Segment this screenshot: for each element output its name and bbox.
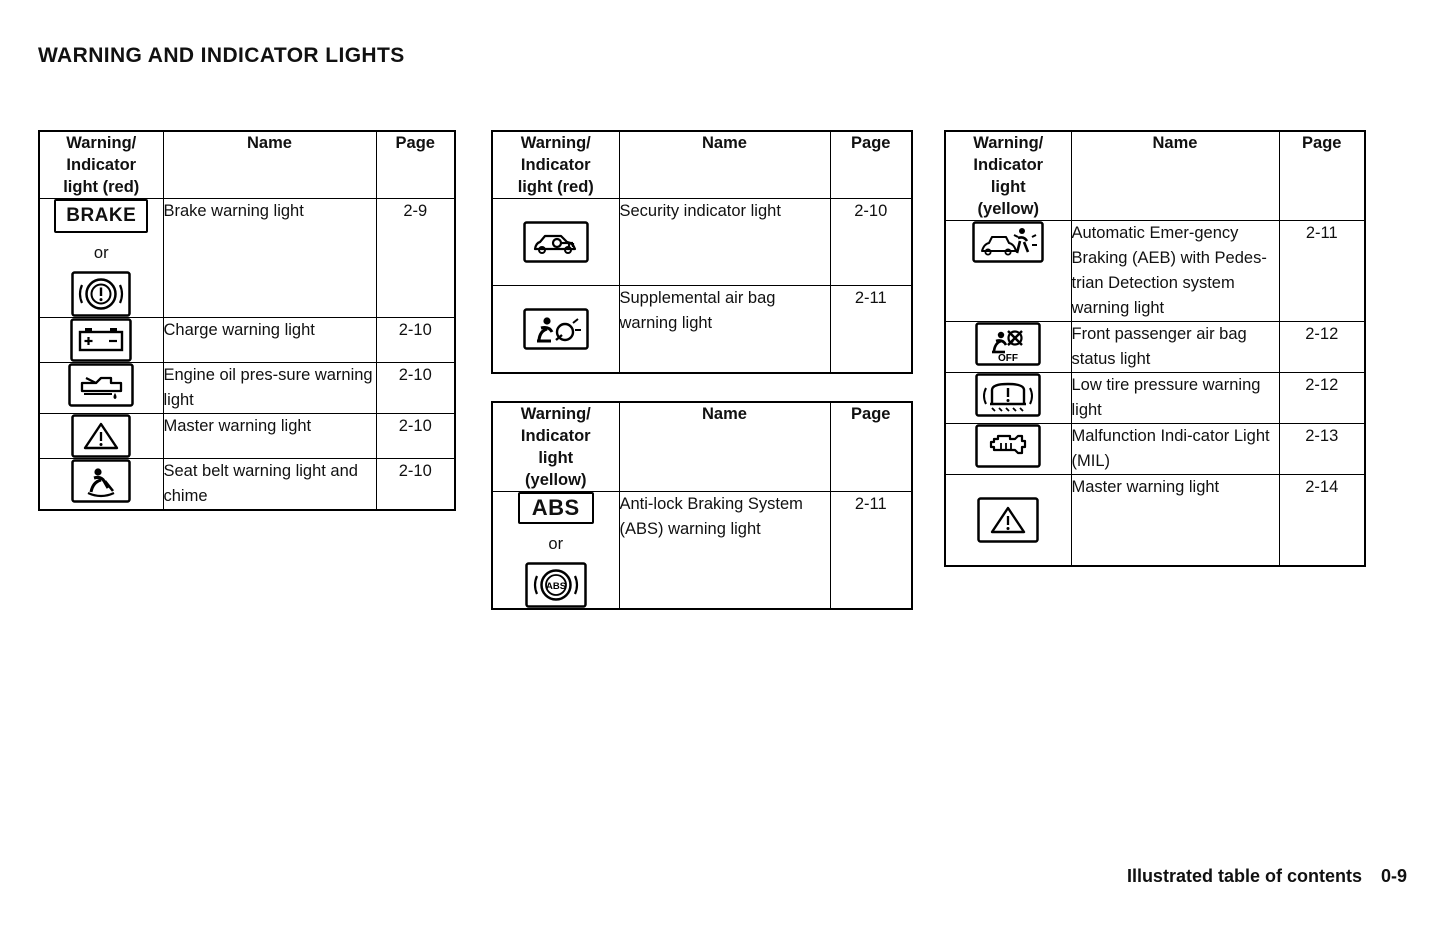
- icon-cell: [39, 459, 163, 511]
- header-line: Warning/: [520, 134, 591, 152]
- row-page: 2-12: [1279, 322, 1365, 373]
- row-name: Engine oil pres-sure warning light: [163, 363, 376, 414]
- header-name: Name: [1071, 131, 1279, 221]
- icon-cell: [945, 373, 1071, 424]
- icon-cell: [945, 475, 1071, 567]
- icon-cell: [945, 322, 1071, 373]
- column-middle: [491, 130, 911, 610]
- header-line: Warning/: [973, 134, 1044, 152]
- or-label: or: [548, 535, 564, 553]
- oil-can-icon: [68, 363, 134, 407]
- header-indicator-light: [492, 402, 619, 492]
- row-name: Charge warning light: [163, 318, 376, 363]
- seat-belt-icon: [71, 459, 131, 503]
- table-yellow-right: [944, 130, 1366, 567]
- row-page: 2-10: [830, 199, 912, 286]
- table-header-row: [492, 402, 912, 492]
- row-name: Supplemental air bag warning light: [619, 286, 830, 374]
- brake-word-icon: BRAKE: [54, 199, 148, 233]
- header-page: Page: [1279, 131, 1365, 221]
- table-red-middle: [491, 130, 913, 374]
- table-row: [39, 414, 455, 459]
- icon-cell: [39, 318, 163, 363]
- passenger-air-bag-off-icon: [975, 322, 1041, 366]
- icon-cell: [492, 199, 619, 286]
- header-line: light: [990, 178, 1026, 196]
- header-line: Warning/: [520, 405, 591, 423]
- table-header-row: [39, 131, 455, 199]
- header-indicator-light: [945, 131, 1071, 221]
- row-page: 2-11: [830, 492, 912, 610]
- or-label: or: [93, 244, 109, 262]
- table-row: [945, 373, 1365, 424]
- icon-cell: [945, 424, 1071, 475]
- header-indicator-light: [492, 131, 619, 199]
- icon-cell: [945, 221, 1071, 322]
- svg-text:OFF: OFF: [998, 353, 1019, 364]
- table-header-row: [492, 131, 912, 199]
- header-line: light: [538, 449, 574, 467]
- footer-label: Illustrated table of contents: [1126, 866, 1362, 886]
- table-row: [492, 492, 912, 610]
- row-page: 2-14: [1279, 475, 1365, 567]
- icon-cell: [39, 199, 163, 318]
- table-row: [945, 221, 1365, 322]
- table-yellow-middle: [491, 401, 913, 610]
- row-name: Seat belt warning light and chime: [163, 459, 376, 511]
- header-name: Name: [619, 402, 830, 492]
- row-name: Malfunction Indi-cator Light (MIL): [1071, 424, 1279, 475]
- column-left: [38, 130, 454, 511]
- table-row: [945, 475, 1365, 567]
- column-right: [944, 130, 1364, 567]
- footer-page-number: 0-9: [1380, 866, 1407, 886]
- row-page: 2-10: [376, 414, 455, 459]
- svg-text:ABS: ABS: [545, 581, 566, 592]
- header-line: (yellow): [525, 471, 587, 489]
- header-line: Indicator: [973, 156, 1044, 174]
- table-row: [39, 363, 455, 414]
- header-line: Indicator: [520, 156, 591, 174]
- table-row: [492, 286, 912, 374]
- header-name: Name: [619, 131, 830, 199]
- malfunction-engine-icon: [975, 424, 1041, 468]
- row-page: 2-9: [376, 199, 455, 318]
- row-name: Front passenger air bag status light: [1071, 322, 1279, 373]
- master-warning-triangle-icon: [977, 497, 1039, 543]
- battery-icon: [70, 318, 132, 362]
- low-tire-pressure-icon: [975, 373, 1041, 417]
- icon-cell: [492, 286, 619, 374]
- row-name: Low tire pressure warning light: [1071, 373, 1279, 424]
- table-row: [39, 318, 455, 363]
- header-line: Indicator: [520, 427, 591, 445]
- row-page: 2-11: [1279, 221, 1365, 322]
- table-row: [492, 199, 912, 286]
- row-page: 2-11: [830, 286, 912, 374]
- row-page: 2-12: [1279, 373, 1365, 424]
- page-title: WARNING AND INDICATOR LIGHTS: [38, 44, 405, 67]
- header-line: (yellow): [977, 200, 1039, 218]
- table-header-row: [945, 131, 1365, 221]
- page-footer: [1127, 866, 1407, 887]
- row-page: 2-10: [376, 318, 455, 363]
- row-page: 2-10: [376, 363, 455, 414]
- row-page: 2-10: [376, 459, 455, 511]
- table-red-left: [38, 130, 456, 511]
- icon-cell: [39, 363, 163, 414]
- header-page: Page: [376, 131, 455, 199]
- row-page: 2-13: [1279, 424, 1365, 475]
- abs-word-icon: ABS: [518, 492, 594, 524]
- brake-circle-icon: [71, 271, 131, 317]
- header-page: Page: [830, 402, 912, 492]
- security-car-key-icon: [523, 221, 589, 263]
- header-page: Page: [830, 131, 912, 199]
- icon-cell: [39, 414, 163, 459]
- abs-circle-icon: [525, 562, 587, 608]
- row-name: Anti-lock Braking System (ABS) warning light: [619, 492, 830, 610]
- table-row: [39, 199, 455, 318]
- icon-cell: [492, 492, 619, 610]
- header-line: light (red): [63, 178, 140, 196]
- header-name: Name: [163, 131, 376, 199]
- table-row: [945, 424, 1365, 475]
- row-name: Automatic Emer-gency Braking (AEB) with Pedes-trian Detection system warning light: [1071, 221, 1279, 322]
- row-name: Brake warning light: [163, 199, 376, 318]
- header-line: Warning/: [66, 134, 137, 152]
- table-row: [39, 459, 455, 511]
- header-line: light (red): [517, 178, 594, 196]
- header-indicator-light: [39, 131, 163, 199]
- air-bag-icon: [523, 308, 589, 350]
- master-warning-triangle-icon: [71, 414, 131, 458]
- row-name: Master warning light: [1071, 475, 1279, 567]
- header-line: Indicator: [66, 156, 137, 174]
- row-name: Security indicator light: [619, 199, 830, 286]
- table-row: [945, 322, 1365, 373]
- row-name: Master warning light: [163, 414, 376, 459]
- aeb-pedestrian-icon: [972, 221, 1044, 263]
